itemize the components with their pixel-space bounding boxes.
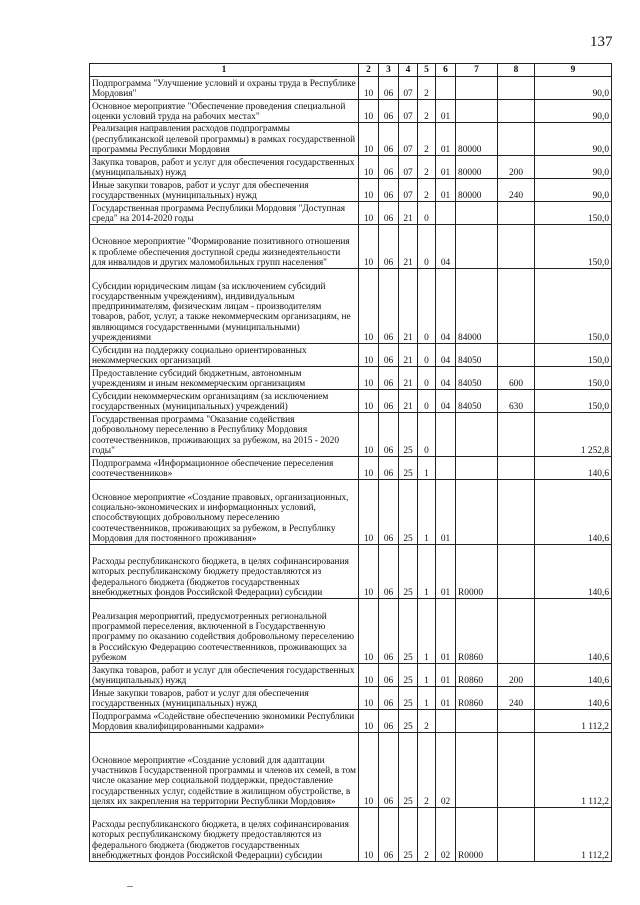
code-subprogram: 2	[418, 100, 436, 123]
code-subprogram: 2	[418, 808, 436, 862]
row-description: Расходы республиканского бюджета, в целях софинансирования которых республиканскому бюджету предоставляются из федерального бюджета (бюджетов государственных внебюджетных фондов Российской Федерации) субсидии	[90, 545, 359, 599]
code-subsection: 06	[379, 480, 399, 545]
table-row	[90, 733, 612, 808]
code-expense-type	[498, 733, 535, 808]
code-activity: 01	[436, 545, 456, 599]
code-direction	[456, 710, 498, 733]
row-amount: 90,0	[535, 123, 612, 156]
column-header: 6	[436, 64, 456, 77]
row-description: Субсидии юридическим лицам (за исключением субсидий государственным учреждениям), индивидуальным предпринимателям, физическим лицам - производителям товаров, работ, услуг, а также некоммерческим организациям, не являющимся государственными (муниципальными) учреждениями	[90, 269, 359, 344]
code-expense-type	[498, 457, 535, 480]
row-description: Основное мероприятие «Создание правовых, организационных, социально-экономических и информационных условий, способствующих добровольному переселению соотечественников, проживающих за рубежом, в Республику Мордовия для постоянного проживания»	[90, 480, 359, 545]
column-header: 2	[359, 64, 379, 77]
code-direction: 84050	[456, 367, 498, 390]
code-program: 25	[399, 457, 418, 480]
code-section: 10	[359, 225, 379, 269]
code-program: 07	[399, 77, 418, 100]
code-subsection: 06	[379, 269, 399, 344]
code-program: 25	[399, 687, 418, 710]
code-activity: 01	[436, 179, 456, 202]
table-row	[90, 457, 612, 480]
row-description: Иные закупки товаров, работ и услуг для обеспечения государственных (муниципальных) нужд	[90, 179, 359, 202]
code-subsection: 06	[379, 808, 399, 862]
code-direction	[456, 100, 498, 123]
column-header: 1	[90, 64, 359, 77]
table-row	[90, 100, 612, 123]
table-row	[90, 123, 612, 156]
code-subprogram: 2	[418, 710, 436, 733]
row-description: Подпрограмма "Улучшение условий и охраны труда в Республике Мордовия"	[90, 77, 359, 100]
code-subsection: 06	[379, 390, 399, 413]
code-section: 10	[359, 100, 379, 123]
row-description: Субсидии некоммерческим организациям (за исключением государственных (муниципальных) учреждений)	[90, 390, 359, 413]
scan-mark	[127, 886, 133, 887]
code-direction	[456, 733, 498, 808]
code-subsection: 06	[379, 225, 399, 269]
row-description: Предоставление субсидий бюджетным, автономным учреждениям и иным некоммерческим организациям	[90, 367, 359, 390]
code-subsection: 06	[379, 344, 399, 367]
code-subprogram: 1	[418, 599, 436, 664]
code-program: 07	[399, 179, 418, 202]
row-description: Реализация направления расходов подпрограммы (республиканской целевой программы) в рамках государственной программы Республики Мордовия	[90, 123, 359, 156]
code-subprogram: 0	[418, 344, 436, 367]
code-subprogram: 1	[418, 545, 436, 599]
row-amount: 140,6	[535, 480, 612, 545]
table-row	[90, 179, 612, 202]
code-direction: R0000	[456, 545, 498, 599]
row-amount: 140,6	[535, 545, 612, 599]
code-program: 21	[399, 225, 418, 269]
code-expense-type	[498, 100, 535, 123]
code-expense-type: 240	[498, 687, 535, 710]
code-subsection: 06	[379, 599, 399, 664]
code-expense-type	[498, 599, 535, 664]
code-direction: 80000	[456, 123, 498, 156]
code-activity: 04	[436, 344, 456, 367]
code-subprogram: 1	[418, 664, 436, 687]
code-expense-type: 200	[498, 156, 535, 179]
code-direction	[456, 77, 498, 100]
column-header: 3	[379, 64, 399, 77]
code-program: 07	[399, 156, 418, 179]
code-program: 25	[399, 733, 418, 808]
row-amount: 150,0	[535, 269, 612, 344]
code-activity: 04	[436, 367, 456, 390]
code-direction: 84050	[456, 390, 498, 413]
row-amount: 150,0	[535, 367, 612, 390]
code-subsection: 06	[379, 457, 399, 480]
code-direction	[456, 202, 498, 225]
code-expense-type: 600	[498, 367, 535, 390]
table-row	[90, 202, 612, 225]
code-program: 25	[399, 599, 418, 664]
row-description: Закупка товаров, работ и услуг для обеспечения государственных (муниципальных) нужд	[90, 156, 359, 179]
code-expense-type	[498, 710, 535, 733]
column-header: 7	[456, 64, 498, 77]
code-expense-type	[498, 480, 535, 545]
row-description: Иные закупки товаров, работ и услуг для обеспечения государственных (муниципальных) нужд	[90, 687, 359, 710]
row-description: Субсидии на поддержку социально ориентированных некоммерческих организаций	[90, 344, 359, 367]
code-program: 25	[399, 413, 418, 457]
code-program: 21	[399, 367, 418, 390]
row-description: Реализация мероприятий, предусмотренных региональной программой переселения, включенной в Государственную программу по оказанию содействия добровольному переселению в Российскую Федерацию соотечественников, проживающих за рубежом	[90, 599, 359, 664]
table-row	[90, 545, 612, 599]
code-subprogram: 0	[418, 225, 436, 269]
code-activity	[436, 457, 456, 480]
column-header: 8	[498, 64, 535, 77]
code-subprogram: 0	[418, 413, 436, 457]
code-program: 21	[399, 344, 418, 367]
code-direction	[456, 413, 498, 457]
code-expense-type	[498, 202, 535, 225]
row-description: Подпрограмма «Содействие обеспечению экономики Республики Мордовия квалифицированными кадрами»	[90, 710, 359, 733]
code-activity: 02	[436, 808, 456, 862]
code-activity: 01	[436, 599, 456, 664]
code-section: 10	[359, 710, 379, 733]
code-subprogram: 2	[418, 123, 436, 156]
table-row	[90, 599, 612, 664]
code-section: 10	[359, 599, 379, 664]
code-subprogram: 2	[418, 179, 436, 202]
table-row	[90, 156, 612, 179]
code-section: 10	[359, 77, 379, 100]
code-program: 21	[399, 202, 418, 225]
code-direction	[456, 480, 498, 545]
row-amount: 140,6	[535, 664, 612, 687]
code-program: 21	[399, 269, 418, 344]
code-activity	[436, 77, 456, 100]
code-section: 10	[359, 733, 379, 808]
code-expense-type	[498, 123, 535, 156]
code-direction: R0860	[456, 599, 498, 664]
row-amount: 1 252,8	[535, 413, 612, 457]
code-expense-type	[498, 344, 535, 367]
code-program: 07	[399, 123, 418, 156]
code-activity: 04	[436, 390, 456, 413]
row-description: Закупка товаров, работ и услуг для обеспечения государственных (муниципальных) нужд	[90, 664, 359, 687]
code-activity: 02	[436, 733, 456, 808]
code-section: 10	[359, 156, 379, 179]
page-number: 137	[590, 34, 613, 50]
row-amount: 140,6	[535, 599, 612, 664]
code-activity: 01	[436, 100, 456, 123]
code-activity: 01	[436, 664, 456, 687]
code-section: 10	[359, 344, 379, 367]
table-row	[90, 77, 612, 100]
code-subprogram: 1	[418, 457, 436, 480]
code-section: 10	[359, 179, 379, 202]
code-section: 10	[359, 808, 379, 862]
row-amount: 140,6	[535, 687, 612, 710]
code-subprogram: 1	[418, 687, 436, 710]
code-expense-type	[498, 77, 535, 100]
code-direction: R0860	[456, 687, 498, 710]
code-program: 25	[399, 664, 418, 687]
code-activity: 01	[436, 156, 456, 179]
code-program: 07	[399, 100, 418, 123]
table-row	[90, 413, 612, 457]
table-row	[90, 390, 612, 413]
code-section: 10	[359, 202, 379, 225]
code-section: 10	[359, 390, 379, 413]
code-subsection: 06	[379, 367, 399, 390]
code-expense-type	[498, 413, 535, 457]
row-description: Основное мероприятие «Создание условий для адаптации участников Государственной программы и членов их семей, в том числе оказание мер социальной поддержки, предоставление государственных услуг, содействие в жилищном обустройстве, в целях их закрепления на территории Республики Мордовия»	[90, 733, 359, 808]
code-subsection: 06	[379, 77, 399, 100]
code-section: 10	[359, 687, 379, 710]
row-amount: 90,0	[535, 100, 612, 123]
code-activity	[436, 710, 456, 733]
code-subsection: 06	[379, 687, 399, 710]
code-subprogram: 0	[418, 367, 436, 390]
row-description: Основное мероприятие "Формирование позитивного отношения к проблеме обеспечения доступной среды жизнедеятельности для инвалидов и других маломобильных групп населения"	[90, 225, 359, 269]
code-expense-type	[498, 269, 535, 344]
code-section: 10	[359, 480, 379, 545]
code-expense-type: 630	[498, 390, 535, 413]
code-subsection: 06	[379, 710, 399, 733]
code-activity	[436, 413, 456, 457]
code-program: 25	[399, 545, 418, 599]
code-subprogram: 2	[418, 77, 436, 100]
table-row	[90, 225, 612, 269]
row-amount: 150,0	[535, 202, 612, 225]
code-program: 25	[399, 480, 418, 545]
row-description: Подпрограмма «Информационное обеспечение переселения соотечественников»	[90, 457, 359, 480]
table-row	[90, 367, 612, 390]
row-amount: 150,0	[535, 390, 612, 413]
table-row	[90, 480, 612, 545]
row-description: Государственная программа Республики Мордовия "Доступная среда" на 2014-2020 годы	[90, 202, 359, 225]
code-section: 10	[359, 664, 379, 687]
row-amount: 1 112,2	[535, 808, 612, 862]
code-activity: 04	[436, 269, 456, 344]
code-section: 10	[359, 269, 379, 344]
column-header: 5	[418, 64, 436, 77]
code-direction: 80000	[456, 156, 498, 179]
code-subprogram: 0	[418, 269, 436, 344]
code-expense-type	[498, 225, 535, 269]
code-expense-type: 200	[498, 664, 535, 687]
code-direction: R0860	[456, 664, 498, 687]
code-subsection: 06	[379, 156, 399, 179]
code-subprogram: 0	[418, 202, 436, 225]
row-description: Основное мероприятие "Обеспечение проведения специальной оценки условий труда на рабочих местах"	[90, 100, 359, 123]
code-section: 10	[359, 123, 379, 156]
row-amount: 150,0	[535, 225, 612, 269]
code-subprogram: 1	[418, 480, 436, 545]
code-program: 25	[399, 710, 418, 733]
code-subsection: 06	[379, 123, 399, 156]
code-subsection: 06	[379, 413, 399, 457]
code-section: 10	[359, 367, 379, 390]
row-amount: 90,0	[535, 156, 612, 179]
code-program: 21	[399, 390, 418, 413]
row-amount: 90,0	[535, 179, 612, 202]
table-row	[90, 687, 612, 710]
row-amount: 150,0	[535, 344, 612, 367]
row-description: Расходы республиканского бюджета, в целях софинансирования которых республиканскому бюджету предоставляются из федерального бюджета (бюджетов государственных внебюджетных фондов Российской Федерации) субсидии	[90, 808, 359, 862]
code-direction	[456, 225, 498, 269]
column-header: 4	[399, 64, 418, 77]
code-subsection: 06	[379, 664, 399, 687]
code-section: 10	[359, 457, 379, 480]
code-direction: 84000	[456, 269, 498, 344]
code-section: 10	[359, 413, 379, 457]
table-header-row	[90, 64, 612, 77]
code-activity	[436, 202, 456, 225]
code-activity: 04	[436, 225, 456, 269]
code-direction	[456, 457, 498, 480]
budget-table	[89, 63, 612, 862]
code-subprogram: 0	[418, 390, 436, 413]
row-amount: 140,6	[535, 457, 612, 480]
code-expense-type	[498, 808, 535, 862]
row-amount: 1 112,2	[535, 710, 612, 733]
code-direction: R0000	[456, 808, 498, 862]
code-expense-type: 240	[498, 179, 535, 202]
code-subsection: 06	[379, 733, 399, 808]
table-row	[90, 664, 612, 687]
row-amount: 90,0	[535, 77, 612, 100]
code-activity: 01	[436, 480, 456, 545]
code-program: 25	[399, 808, 418, 862]
row-description: Государственная программа "Оказание содействия добровольному переселению в Республику Мордовия соотечественников, проживающих за рубежом, на 2015 - 2020 годы"	[90, 413, 359, 457]
code-activity: 01	[436, 123, 456, 156]
code-subsection: 06	[379, 179, 399, 202]
row-amount: 1 112,2	[535, 733, 612, 808]
table-row	[90, 344, 612, 367]
table-row	[90, 269, 612, 344]
code-subsection: 06	[379, 545, 399, 599]
code-activity: 01	[436, 687, 456, 710]
code-subprogram: 2	[418, 733, 436, 808]
column-header: 9	[535, 64, 612, 77]
code-section: 10	[359, 545, 379, 599]
code-subsection: 06	[379, 100, 399, 123]
code-subprogram: 2	[418, 156, 436, 179]
table-row	[90, 710, 612, 733]
table-row	[90, 808, 612, 862]
code-direction: 80000	[456, 179, 498, 202]
code-direction: 84050	[456, 344, 498, 367]
code-expense-type	[498, 545, 535, 599]
code-subsection: 06	[379, 202, 399, 225]
